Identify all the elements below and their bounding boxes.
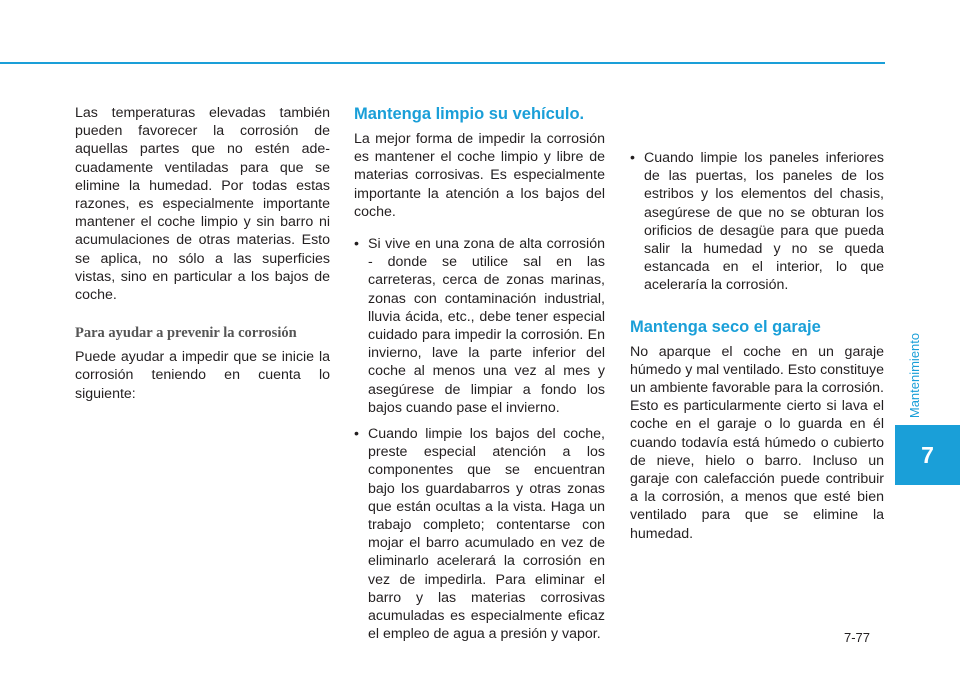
chapter-number-badge: 7 bbox=[895, 425, 960, 485]
keep-clean-list bbox=[354, 235, 605, 643]
chapter-tab-label bbox=[905, 330, 925, 420]
heading-keep-clean: Mantenga limpio su vehículo. bbox=[354, 105, 585, 123]
column-1 bbox=[75, 104, 330, 403]
dry-garage-paragraph: No aparque el coche en un garaje húmedo y mal ventilado. Esto constituye un ambiente favorable para la corrosión. Esto es particularmente cierto si lava el coche en el garaje o lo guarda en él cuando todavía está húmedo o cubierto de nieve, hielo o barro. Incluso un garaje con calefacción puede contribuir a la corrosión, a menos que esté bien ventilado para que se elimine la humedad. bbox=[630, 343, 884, 542]
subheading-prevent-corrosion: Para ayudar a prevenir la corrosión bbox=[75, 325, 297, 342]
column-3 bbox=[630, 104, 884, 543]
intro-paragraph: Las temperaturas elevadas también pueden favorecer la corrosión de aquellas partes que no estén adecuadamente ventiladas para que se elimine la humedad. Por todas estas razones, es especialmente importante mantener el coche limpio y sin barro ni acumulaciones de otras materias. Esto se aplica, no sólo a las superficies vistas, sino en particular a los bajos de coche. bbox=[75, 105, 330, 304]
keep-clean-list-continued bbox=[630, 149, 884, 295]
list-item: • Cuando limpie los bajos del coche, preste especial atención a los componentes que se encuentran bajo los guardabarros y otras zonas que están ocultas a la vista. Haga un trabajo completo; contentarse con mojar el barro acumulado en vez de eliminarlo acelerará la corrosión en vez de impedirla. Para eliminar el barro y las materias corrosivas acumuladas es especialmente eficaz el empleo de agua a presión y vapor. bbox=[354, 425, 605, 643]
chapter-title: Mantenimiento bbox=[907, 332, 923, 418]
page-number: 7-77 bbox=[844, 630, 871, 645]
column-2 bbox=[354, 104, 605, 643]
prevent-corrosion-paragraph: Puede ayudar a impedir que se inicie la corrosión teniendo en cuenta lo siguiente: bbox=[75, 349, 330, 402]
header-rule bbox=[0, 62, 885, 64]
list-item: • Cuando limpie los paneles inferiores de las puertas, los paneles de los estribos y los elementos del chasis, asegúrese de que no se obturan los orificios de desagüe para que pueda salir la humedad y no se queda estancada en el interior, lo que aceleraría la corrosión. bbox=[630, 149, 884, 295]
heading-dry-garage: Mantenga seco el garaje bbox=[630, 317, 821, 336]
list-item: • Si vive en una zona de alta corrosión - donde se utilice sal en las carreteras, cerca de zonas marinas, zonas con contaminación industrial, lluvia ácida, etc., debe tener especial cuidado para impedir la corrosión. En invierno, lave la parte inferior del coche al menos una vez al mes y asegúrese de limpiar a fondo los bajos cuando pase el invierno. bbox=[354, 235, 605, 417]
keep-clean-intro: La mejor forma de impedir la corrosión es mantener el coche limpio y libre de materias corrosivas. Es especialmente importante la atención a los bajos del coche. bbox=[354, 131, 605, 220]
